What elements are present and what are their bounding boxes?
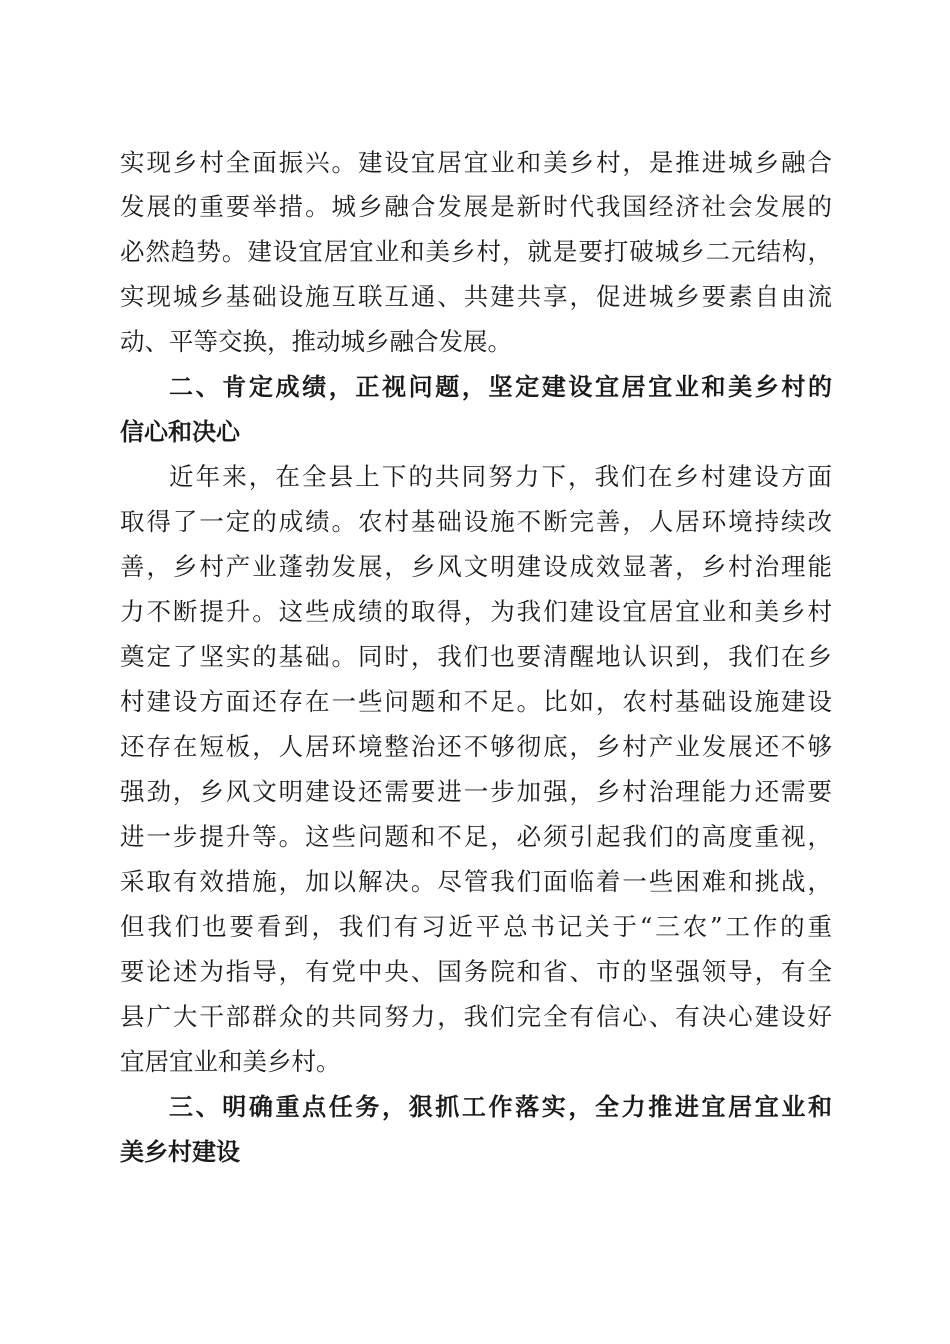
- paragraph-line: 动、平等交换，推动城乡融合发展。: [120, 327, 512, 356]
- paragraph-line: 宜居宜业和美乡村。: [120, 1047, 341, 1076]
- paragraph-line: 实现乡村全面振兴。建设宜居宜业和美乡村，是推进城乡融合: [120, 148, 832, 177]
- paragraph-line: 县广大干部群众的共同努力，我们完全有信心、有决心建设好: [120, 1002, 832, 1031]
- paragraph-line: 实现城乡基础设施互联互通、共建共享，促进城乡要素自由流: [120, 282, 832, 311]
- paragraph-line: 力不断提升。这些成绩的取得，为我们建设宜居宜业和美乡村: [120, 597, 832, 626]
- paragraph-line: 但我们也要看到，我们有习近平总书记关于“三农”工作的重: [120, 912, 832, 941]
- paragraph-line: 发展的重要举措。城乡融合发展是新时代我国经济社会发展的: [120, 192, 832, 221]
- section-heading: 信心和决心: [120, 418, 240, 446]
- paragraph-line: 强劲，乡风文明建设还需要进一步加强，乡村治理能力还需要: [120, 777, 832, 806]
- section-heading: 美乡村建设: [120, 1138, 240, 1166]
- paragraph-line: 采取有效措施，加以解决。尽管我们面临着一些困难和挑战，: [120, 867, 832, 896]
- paragraph-line: 要论述为指导，有党中央、国务院和省、市的坚强领导，有全: [120, 957, 832, 986]
- paragraph-line: 近年来，在全县上下的共同努力下，我们在乡村建设方面: [169, 462, 832, 491]
- section-heading: 三、明确重点任务，狠抓工作落实，全力推进宜居宜业和: [169, 1093, 832, 1121]
- paragraph-line: 还存在短板，人居环境整治还不够彻底，乡村产业发展还不够: [120, 732, 832, 761]
- paragraph-line: 善，乡村产业蓬勃发展，乡风文明建设成效显著，乡村治理能: [120, 552, 832, 581]
- paragraph-line: 取得了一定的成绩。农村基础设施不断完善，人居环境持续改: [120, 507, 832, 536]
- paragraph-line: 进一步提升等。这些问题和不足，必须引起我们的高度重视，: [120, 822, 832, 851]
- paragraph-line: 村建设方面还存在一些问题和不足。比如，农村基础设施建设: [120, 687, 832, 716]
- section-heading: 二、肯定成绩，正视问题，坚定建设宜居宜业和美乡村的: [169, 373, 832, 401]
- paragraph-line: 奠定了坚实的基础。同时，我们也要清醒地认识到，我们在乡: [120, 642, 832, 671]
- paragraph-line: 必然趋势。建设宜居宜业和美乡村，就是要打破城乡二元结构，: [120, 237, 832, 266]
